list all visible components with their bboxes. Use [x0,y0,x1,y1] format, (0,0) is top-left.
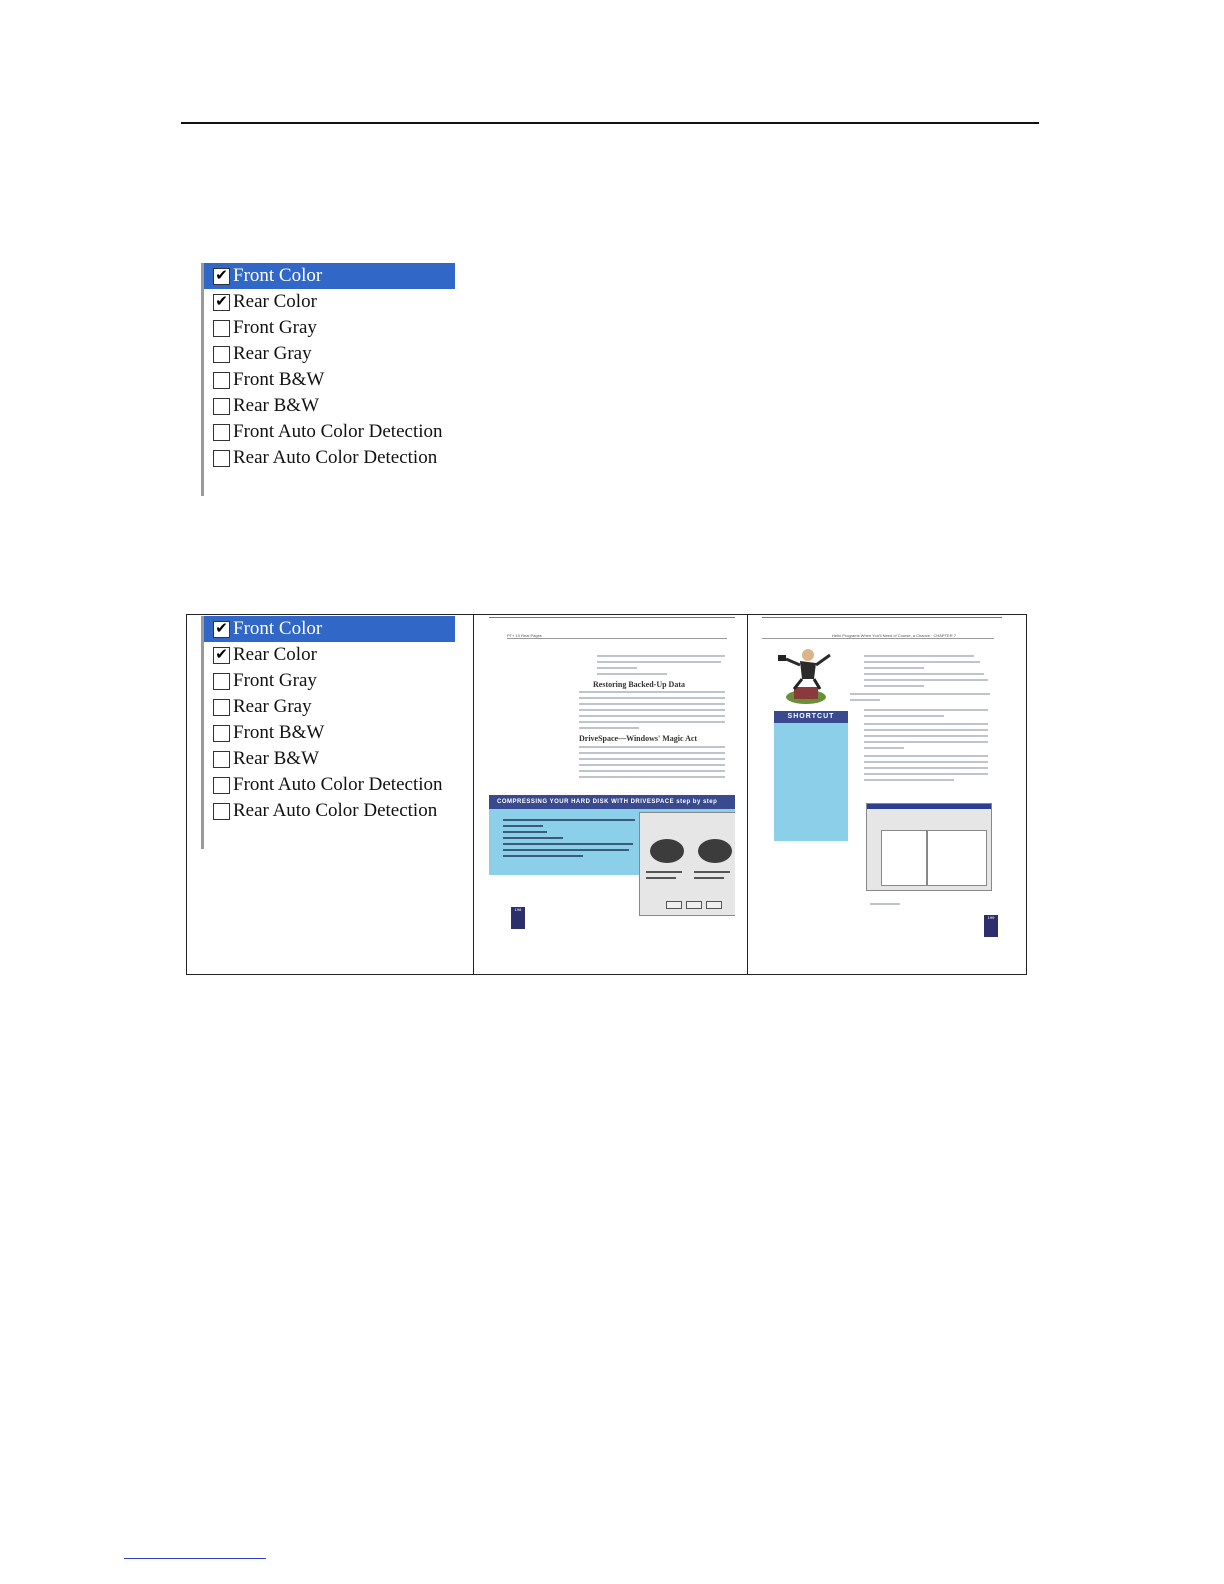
page-header-text: Hello Programs When You'll Need of Course, a Chance · CHAPTER 7 [832,633,956,638]
text-line [579,776,725,778]
list-item-rear-auto[interactable] [204,798,455,824]
checkbox[interactable] [213,777,230,794]
list-item-label: Rear Gray [233,343,312,364]
text-line [864,661,980,663]
tree-pane [881,830,927,886]
text-line [579,697,725,699]
checkbox[interactable] [213,268,230,285]
list-item-label: Rear Auto Color Detection [233,447,438,468]
text-line [864,755,988,757]
text-line [850,693,990,695]
text-line [864,779,954,781]
text-line [864,773,988,775]
footer-rule [124,1558,266,1559]
dialog-line [646,877,676,879]
text-line [864,667,924,669]
list-item-label: Front Auto Color Detection [233,774,443,795]
step-line [503,819,635,821]
text-line [864,747,904,749]
list-item-front-gray[interactable] [204,668,455,694]
checkbox[interactable] [213,803,230,820]
text-line [850,699,880,701]
checkbox[interactable] [213,346,230,363]
text-line [579,721,725,723]
list-item-rear-bw[interactable] [204,393,455,419]
checkbox[interactable] [213,372,230,389]
step-line [503,831,547,833]
checkbox[interactable] [213,450,230,467]
section-heading: DriveSpace—Windows' Magic Act [579,734,698,743]
text-line [864,715,944,717]
section-heading: Restoring Backed-Up Data [593,680,685,689]
checkbox[interactable] [213,398,230,415]
list-item-rear-color[interactable] [204,289,455,315]
text-line [579,752,725,754]
text-line [579,703,725,705]
text-line [864,723,988,725]
list-item-front-gray[interactable] [204,315,455,341]
step-line [503,855,583,857]
text-line [864,761,988,763]
shortcut-box [774,723,848,841]
column-divider [473,615,474,974]
list-item-label: Front B&W [233,369,325,390]
checkbox[interactable] [213,320,230,337]
header-rule [181,122,1039,124]
text-line [579,758,725,760]
list-item-label: Rear Auto Color Detection [233,800,438,821]
text-line [597,655,725,657]
list-item-label: Rear Color [233,644,317,665]
checkbox[interactable] [213,751,230,768]
list-item-rear-bw[interactable] [204,746,455,772]
text-line [864,673,984,675]
text-line [579,727,639,729]
checkbox[interactable] [213,673,230,690]
text-line [864,679,988,681]
text-line [864,741,988,743]
checkmark-icon: ✔ [215,620,228,637]
text-line [579,770,725,772]
list-item-rear-gray[interactable] [204,341,455,367]
text-line [597,673,667,675]
list-item-front-color[interactable] [204,263,455,289]
text-line [864,655,974,657]
list-item-label: Rear Color [233,291,317,312]
step-line [503,825,543,827]
list-item-front-bw[interactable] [204,720,455,746]
checkmark-icon: ✔ [215,267,228,284]
dialog-button [686,901,702,909]
step-line [503,843,633,845]
text-line [597,667,637,669]
list-item-rear-color[interactable] [204,642,455,668]
checkmark-icon: ✔ [215,646,228,663]
list-pane [927,830,987,886]
step-line [503,837,563,839]
list-item-label: Front Color [233,265,323,286]
list-item-label: Front Color [233,618,323,639]
list-item-front-auto[interactable] [204,419,455,445]
text-line [870,903,900,905]
checkbox[interactable] [213,424,230,441]
checkmark-icon: ✔ [215,293,228,310]
list-item-label: Rear Gray [233,696,312,717]
list-item-front-bw[interactable] [204,367,455,393]
page-number-tab: 199 [984,915,998,937]
page-number-tab: 198 [511,907,525,929]
dialog-screenshot [639,812,735,916]
dialog-button [706,901,722,909]
disk-graphic [698,839,732,863]
text-line [579,764,725,766]
scanned-page-rear [762,617,1002,947]
text-line [597,661,721,663]
checkbox[interactable] [213,294,230,311]
checkbox[interactable] [213,647,230,664]
page-top-line [489,617,735,618]
list-item-label: Rear B&W [233,748,320,769]
page-top-line [762,617,1002,618]
text-line [864,729,988,731]
window-titlebar [867,804,991,809]
list-item-label: Front Gray [233,670,317,691]
backup-window-screenshot [866,803,992,891]
dialog-line [694,871,730,873]
color-mode-list [201,616,455,849]
text-line [864,735,988,737]
color-mode-list [201,263,455,496]
list-item-label: Rear B&W [233,395,320,416]
text-line [579,691,725,693]
dialog-line [646,871,682,873]
checkbox[interactable] [213,725,230,742]
list-item-rear-gray[interactable] [204,694,455,720]
step-line [503,849,629,851]
shortcut-label: SHORTCUT [774,711,848,723]
list-item-label: Front Gray [233,317,317,338]
list-item-front-auto[interactable] [204,772,455,798]
checkbox[interactable] [213,699,230,716]
step-by-step-banner: COMPRESSING YOUR HARD DISK WITH DRIVESPACE step by step [489,795,735,809]
businessman-illustration [770,641,838,707]
dialog-button [666,901,682,909]
list-item-rear-auto[interactable] [204,445,455,471]
dialog-line [694,877,724,879]
text-line [579,709,725,711]
text-line [864,767,988,769]
text-line [864,685,924,687]
text-line [579,715,725,717]
column-divider [747,615,748,974]
header-line [507,638,727,639]
text-line [864,709,988,711]
checkbox[interactable] [213,621,230,638]
list-item-label: Front B&W [233,722,325,743]
scanned-page-front [489,617,735,947]
disk-graphic [650,839,684,863]
page-header-text: PT+ 10 Real Pages [507,633,542,638]
list-item-front-color[interactable] [204,616,455,642]
text-line [579,746,725,748]
header-line [762,638,994,639]
list-item-label: Front Auto Color Detection [233,421,443,442]
